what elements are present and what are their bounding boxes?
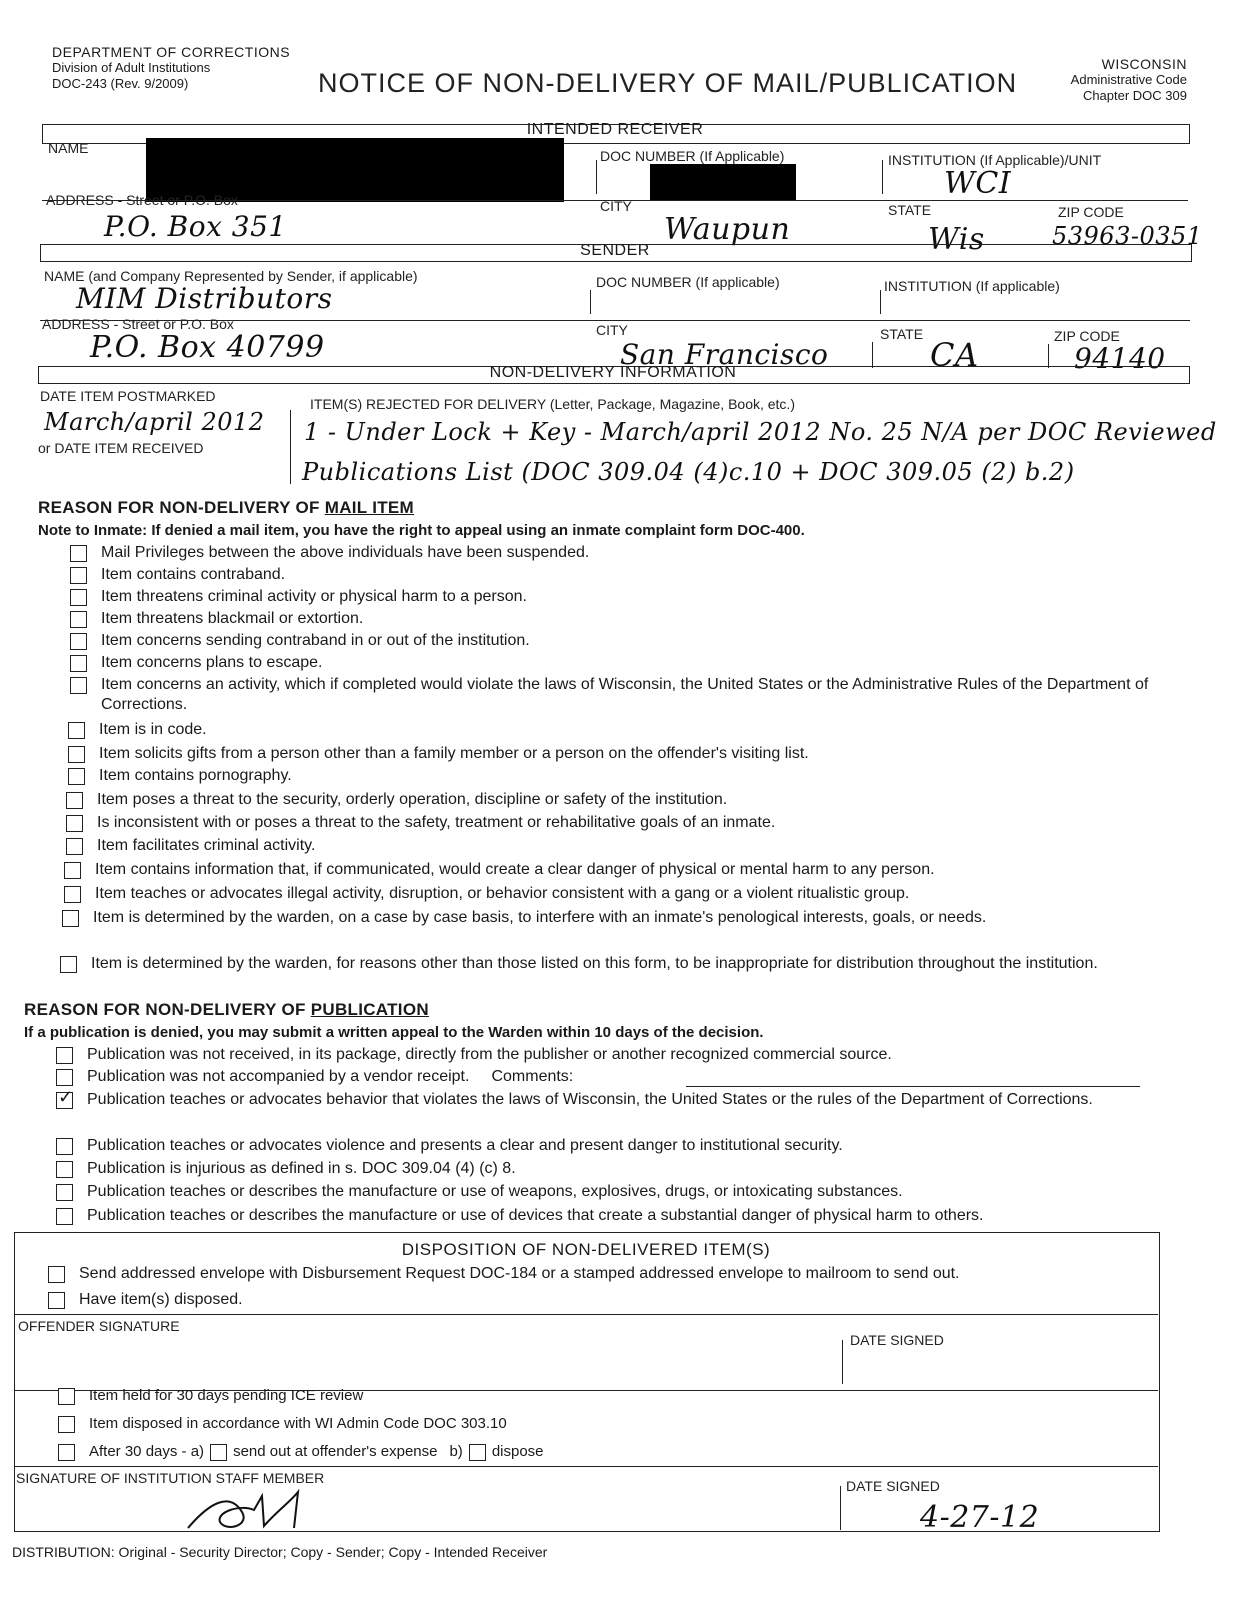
mail-reason-text: Item concerns sending contraband in or out of the institution. xyxy=(101,632,530,649)
divider xyxy=(290,410,291,484)
form-header-left xyxy=(52,44,290,92)
checkbox-send-out[interactable] xyxy=(210,1444,227,1461)
mail-reason-item[interactable] xyxy=(60,954,1120,974)
option-b-prefix: b) xyxy=(449,1443,463,1460)
mail-reason-item[interactable] xyxy=(68,744,1168,764)
publication-reason-item[interactable] xyxy=(56,1045,1156,1065)
mail-reason-item[interactable] xyxy=(64,884,1174,904)
publication-reason-item[interactable] xyxy=(56,1206,1156,1226)
checkbox[interactable] xyxy=(70,545,87,562)
mail-reason-item[interactable] xyxy=(66,790,1166,810)
publication-reason-heading xyxy=(24,1000,429,1020)
checkbox[interactable] xyxy=(68,722,85,739)
mail-reason-item[interactable] xyxy=(70,653,1170,673)
publication-reason-text: Publication was not received, in its package, directly from the publisher or another recognized commercial source. xyxy=(87,1046,892,1063)
divider xyxy=(880,290,881,314)
disposition-option[interactable] xyxy=(48,1264,1148,1284)
distribution-note: DISTRIBUTION: Original - Security Director; Copy - Sender; Copy - Intended Receiver xyxy=(12,1544,548,1560)
non-delivery-title: NON-DELIVERY INFORMATION xyxy=(489,364,737,381)
checkbox[interactable] xyxy=(70,567,87,584)
send-out-label: send out at offender's expense xyxy=(233,1443,438,1460)
state-name: WISCONSIN xyxy=(1101,56,1187,72)
divider xyxy=(590,290,591,314)
offender-signature-label: OFFENDER SIGNATURE xyxy=(18,1318,180,1334)
checkbox[interactable] xyxy=(56,1184,73,1201)
mail-reason-text: Item threatens blackmail or extortion. xyxy=(101,610,364,627)
date-postmarked-value: March/april 2012 xyxy=(44,408,265,436)
mail-reason-item[interactable] xyxy=(70,565,1170,585)
mail-reason-heading-part1: REASON FOR NON-DELIVERY OF xyxy=(38,498,325,517)
sender-name-label: NAME (and Company Represented by Sender, if applicable) xyxy=(44,268,418,284)
publication-reason-text: Publication teaches or describes the manufacture or use of weapons, explosives, drugs, or intoxicating substances. xyxy=(87,1183,903,1200)
mail-reason-item[interactable] xyxy=(70,675,1170,715)
publication-reason-heading-part1: REASON FOR NON-DELIVERY OF xyxy=(24,1000,311,1019)
staff-option-text: Item held for 30 days pending ICE review xyxy=(89,1387,364,1404)
department-name: DEPARTMENT OF CORRECTIONS xyxy=(52,44,291,60)
checkbox[interactable] xyxy=(56,1047,73,1064)
staff-date-value: 4-27-12 xyxy=(920,1500,1040,1535)
sender-state-label: STATE xyxy=(880,326,924,342)
checkbox[interactable] xyxy=(56,1138,73,1155)
publication-reason-item[interactable] xyxy=(56,1136,1156,1156)
divider xyxy=(842,1340,843,1384)
mail-reason-text: Item threatens criminal activity or physical harm to a person. xyxy=(101,588,527,605)
mail-reason-text: Item is determined by the warden, on a case by case basis, to interfere with an inmate's penological interests, goals, or needs. xyxy=(93,909,987,926)
staff-signature-label: SIGNATURE OF INSTITUTION STAFF MEMBER xyxy=(16,1470,325,1486)
disposition-option-text: Send addressed envelope with Disbursement Request DOC-184 or a stamped addressed envelope to mailroom to send out. xyxy=(79,1265,960,1282)
receiver-address-value: P.O. Box 351 xyxy=(104,210,287,243)
mail-reason-text: Item contains information that, if communicated, would create a clear danger of physical or mental harm to any person. xyxy=(95,861,935,878)
staff-option[interactable] xyxy=(58,1386,858,1406)
sender-institution-label: INSTITUTION (If applicable) xyxy=(884,278,1060,294)
after-30-days-row xyxy=(58,1442,858,1462)
items-rejected-line1: 1 - Under Lock + Key - March/april 2012 No. 25 N/A per DOC Reviewed xyxy=(304,418,1217,446)
offender-date-label: DATE SIGNED xyxy=(850,1332,944,1348)
mail-reason-item[interactable] xyxy=(68,766,1168,786)
publication-reason-text: Publication was not accompanied by a vendor receipt. xyxy=(87,1068,470,1085)
checkbox[interactable] xyxy=(66,815,83,832)
publication-reason-item[interactable] xyxy=(56,1182,1156,1202)
sender-doc-number-label: DOC NUMBER (If applicable) xyxy=(596,274,780,290)
checkbox[interactable] xyxy=(66,792,83,809)
form-header-right xyxy=(1071,56,1187,104)
divider xyxy=(14,1466,1158,1467)
publication-reason-item[interactable] xyxy=(56,1159,1156,1179)
mail-reason-item[interactable] xyxy=(68,720,1168,740)
redacted-doc-number xyxy=(650,164,796,200)
checkbox[interactable] xyxy=(56,1208,73,1225)
mail-reason-item[interactable] xyxy=(64,860,1174,880)
checkbox[interactable] xyxy=(70,655,87,672)
disposition-title: DISPOSITION OF NON-DELIVERED ITEM(S) xyxy=(401,1240,771,1259)
publication-reason-item[interactable] xyxy=(56,1087,1156,1110)
checkbox[interactable] xyxy=(64,862,81,879)
receiver-institution-label: INSTITUTION (If Applicable)/UNIT xyxy=(888,152,1102,168)
mail-reason-item[interactable] xyxy=(70,609,1170,629)
mail-reason-text: Item poses a threat to the security, orderly operation, discipline or safety of the institution. xyxy=(97,791,728,808)
form-title: NOTICE OF NON-DELIVERY OF MAIL/PUBLICATION xyxy=(318,68,1018,98)
checkbox[interactable] xyxy=(68,768,85,785)
mail-reason-item[interactable] xyxy=(66,813,1166,833)
receiver-state-label: STATE xyxy=(888,202,932,218)
staff-signature-image xyxy=(180,1482,330,1538)
sender-name-value: MIM Distributors xyxy=(76,282,333,315)
publication-reason-text: Publication is injurious as defined in s. DOC 309.04 (4) (c) 8. xyxy=(87,1160,516,1177)
mail-reason-text: Item is in code. xyxy=(99,721,207,738)
mail-reason-item[interactable] xyxy=(62,908,1122,928)
sender-zip-label: ZIP CODE xyxy=(1054,328,1120,344)
publication-reason-item[interactable] xyxy=(56,1067,1156,1087)
checkbox[interactable] xyxy=(58,1388,75,1405)
admin-code-label: Administrative Code xyxy=(1070,72,1187,87)
checkbox[interactable] xyxy=(64,886,81,903)
receiver-zip-value: 53963-0351 xyxy=(1052,222,1203,250)
mail-reason-text: Item solicits gifts from a person other than a family member or a person on the offender's visiting list. xyxy=(99,745,809,762)
mail-reason-item[interactable] xyxy=(70,543,1170,563)
receiver-doc-number-label: DOC NUMBER (If Applicable) xyxy=(600,148,785,164)
mail-reason-text: Item is determined by the warden, for reasons other than those listed on this form, to be inappropriate for distribution throughout the institution. xyxy=(91,955,1098,972)
mail-reason-text: Item facilitates criminal activity. xyxy=(97,837,316,854)
checkbox[interactable] xyxy=(70,633,87,650)
checkmark-icon: ✓ xyxy=(58,1087,74,1107)
checkbox[interactable] xyxy=(56,1069,73,1086)
sender-address-value: P.O. Box 40799 xyxy=(90,330,325,365)
mail-reason-item[interactable] xyxy=(70,587,1170,607)
intended-receiver-title: INTENDED RECEIVER xyxy=(526,121,704,138)
receiver-city-value: Waupun xyxy=(664,212,791,247)
staff-option-text: Item disposed in accordance with WI Admin Code DOC 303.10 xyxy=(89,1415,507,1432)
divider xyxy=(14,1314,1158,1315)
sender-city-label: CITY xyxy=(596,322,628,338)
admin-code-chapter: Chapter DOC 309 xyxy=(1082,88,1187,103)
publication-reason-text: Publication teaches or describes the manufacture or use of devices that create a substantial danger of physical harm to others. xyxy=(87,1207,984,1224)
receiver-zip-label: ZIP CODE xyxy=(1058,204,1124,220)
checkbox[interactable] xyxy=(70,611,87,628)
publication-reason-text: Publication teaches or advocates violence and presents a clear and present danger to institutional security. xyxy=(87,1137,843,1154)
divider xyxy=(882,160,883,194)
staff-date-label: DATE SIGNED xyxy=(846,1478,940,1494)
mail-reason-text: Mail Privileges between the above individuals have been suspended. xyxy=(101,544,590,561)
form-number: DOC-243 (Rev. 9/2009) xyxy=(52,76,189,91)
sender-state-value: CA xyxy=(930,336,979,374)
items-rejected-line2: Publications List (DOC 309.04 (4)c.10 + DOC 309.05 (2) b.2) xyxy=(302,458,1075,486)
sender-title: SENDER xyxy=(580,242,650,259)
disposition-option[interactable] xyxy=(48,1290,1148,1310)
dispose-label: dispose xyxy=(491,1443,544,1460)
mail-reason-item[interactable] xyxy=(70,631,1170,651)
checkbox[interactable] xyxy=(56,1161,73,1178)
mail-reason-text: Item concerns plans to escape. xyxy=(101,654,323,671)
sender-city-value: San Francisco xyxy=(620,338,829,371)
checkbox[interactable] xyxy=(58,1416,75,1433)
mail-reason-note: Note to Inmate: If denied a mail item, you have the right to appeal using an inmate complaint form DOC-400. xyxy=(38,522,805,539)
checkbox[interactable] xyxy=(66,838,83,855)
checkbox[interactable] xyxy=(48,1292,65,1309)
mail-reason-text: Item contains pornography. xyxy=(99,767,292,784)
mail-reason-heading xyxy=(38,498,414,518)
checkbox[interactable] xyxy=(70,589,87,606)
mail-reason-text: Item contains contraband. xyxy=(101,566,286,583)
checkbox[interactable] xyxy=(62,910,79,927)
checkbox[interactable] xyxy=(58,1444,75,1461)
publication-reason-text: Publication teaches or advocates behavior that violates the laws of Wisconsin, the United States or the rules of the Department of Corrections. xyxy=(87,1091,1093,1108)
checkbox-dispose[interactable] xyxy=(469,1444,486,1461)
divider xyxy=(596,160,597,194)
checkbox[interactable] xyxy=(60,956,77,973)
receiver-name-label: NAME xyxy=(48,140,89,156)
receiver-institution-value: WCI xyxy=(944,166,1012,201)
publication-reason-heading-part2: PUBLICATION xyxy=(310,1000,429,1019)
date-received-label: or DATE ITEM RECEIVED xyxy=(38,440,204,456)
comments-line[interactable] xyxy=(686,1086,1140,1087)
comments-label: Comments: xyxy=(491,1068,574,1085)
checkbox[interactable] xyxy=(70,677,87,694)
sender-address-label: ADDRESS - Street or P.O. Box xyxy=(42,316,234,332)
receiver-city-label: CITY xyxy=(600,198,632,214)
division-name: Division of Adult Institutions xyxy=(52,60,211,75)
mail-reason-text: Item teaches or advocates illegal activity, disruption, or behavior consistent with a gang or a violent ritualistic group. xyxy=(95,885,910,902)
date-postmarked-label: DATE ITEM POSTMARKED xyxy=(40,388,216,404)
mail-reason-text: Item concerns an activity, which if completed would violate the laws of Wisconsin, the United States or the Administrative Rules of the Department of Corrections. xyxy=(101,676,1149,713)
sender-zip-value: 94140 xyxy=(1074,342,1166,375)
mail-reason-text: Is inconsistent with or poses a threat to the safety, treatment or rehabilitative goals of an inmate. xyxy=(97,814,776,831)
checkbox[interactable] xyxy=(48,1266,65,1283)
after-30-days-label: After 30 days - a) xyxy=(89,1443,205,1460)
publication-reason-note: If a publication is denied, you may submit a written appeal to the Warden within 10 days of the decision. xyxy=(24,1024,764,1041)
disposition-option-text: Have item(s) disposed. xyxy=(79,1291,243,1308)
items-rejected-label: ITEM(S) REJECTED FOR DELIVERY (Letter, Package, Magazine, Book, etc.) xyxy=(310,396,795,412)
mail-reason-heading-part2: MAIL ITEM xyxy=(324,498,415,517)
staff-option[interactable] xyxy=(58,1414,858,1434)
receiver-state-value: Wis xyxy=(928,222,985,257)
checkbox[interactable] xyxy=(68,746,85,763)
mail-reason-item[interactable] xyxy=(66,836,1166,856)
checkbox[interactable] xyxy=(56,1087,74,1109)
receiver-address-label: ADDRESS - Street or P.O. Box xyxy=(46,192,238,208)
divider xyxy=(840,1486,841,1530)
